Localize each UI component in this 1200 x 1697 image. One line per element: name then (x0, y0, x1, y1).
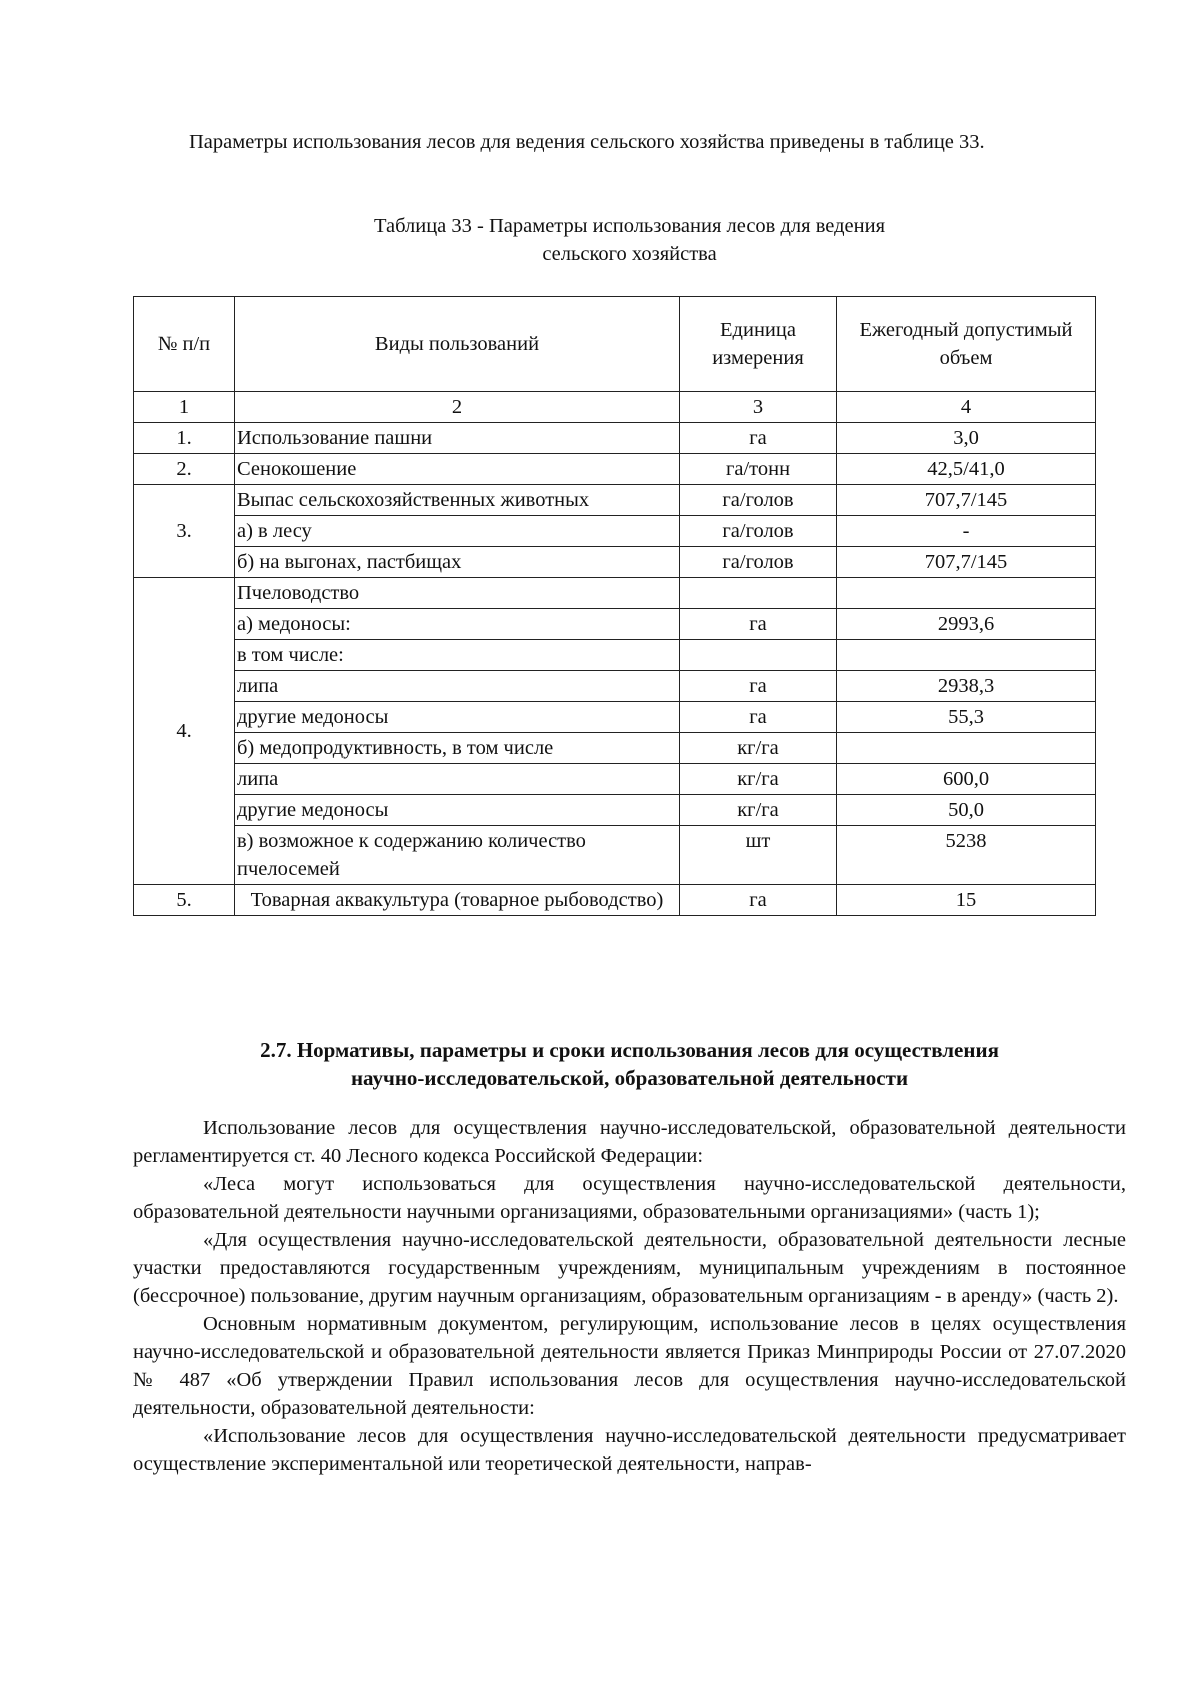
row-num: 1. (134, 423, 235, 454)
row-volume: 2993,6 (837, 609, 1096, 640)
row-type: другие медоносы (235, 795, 680, 826)
row-unit (680, 578, 837, 609)
body-paragraph: «Леса могут использоваться для осуществления научно-исследовательской деятельности, образовательной деятельности научными организациями, образовательными организациями» (часть 1); (133, 1173, 1126, 1223)
row-volume: 50,0 (837, 795, 1096, 826)
row-type: в) возможное к содержанию количество пчелосемей (235, 826, 680, 885)
row-type: Сенокошение (235, 454, 680, 485)
row-type: Пчеловодство (235, 578, 680, 609)
column-number: 4 (837, 392, 1096, 423)
row-volume: 707,7/145 (837, 485, 1096, 516)
table-row (134, 702, 1096, 733)
row-unit: га (680, 671, 837, 702)
header-volume: Ежегодный допустимый объем (837, 297, 1096, 392)
row-num: 2. (134, 454, 235, 485)
column-number-row (134, 392, 1096, 423)
table-row (134, 795, 1096, 826)
row-type: а) в лесу (235, 516, 680, 547)
table-row (134, 885, 1096, 916)
row-volume: 3,0 (837, 423, 1096, 454)
row-volume (837, 640, 1096, 671)
row-type: липа (235, 764, 680, 795)
row-volume: - (837, 516, 1096, 547)
section-heading (133, 1036, 1126, 1092)
column-number: 1 (134, 392, 235, 423)
row-type: б) медопродуктивность, в том числе (235, 733, 680, 764)
row-type: липа (235, 671, 680, 702)
row-unit: га (680, 702, 837, 733)
table-row (134, 671, 1096, 702)
column-number: 3 (680, 392, 837, 423)
section-heading-line-2: научно-исследовательской, образовательной деятельности (350, 1066, 909, 1090)
header-unit: Единица измерения (680, 297, 837, 392)
row-unit (680, 640, 837, 671)
row-unit: кг/га (680, 764, 837, 795)
row-unit: кг/га (680, 733, 837, 764)
header-num: № п/п (134, 297, 235, 392)
row-num: 4. (134, 578, 235, 885)
table-row (134, 826, 1096, 885)
section-body (133, 1114, 1126, 1478)
row-volume: 2938,3 (837, 671, 1096, 702)
table-caption-line-1: Таблица 33 - Параметры использования лесов для ведения (373, 215, 885, 237)
row-volume (837, 733, 1096, 764)
row-volume: 707,7/145 (837, 547, 1096, 578)
column-number: 2 (235, 392, 680, 423)
row-unit: га/голов (680, 516, 837, 547)
section-heading-line-1: 2.7. Нормативы, параметры и сроки использования лесов для осуществления (260, 1038, 999, 1062)
row-type: б) на выгонах, пастбищах (235, 547, 680, 578)
row-unit: га/тонн (680, 454, 837, 485)
table-row (134, 516, 1096, 547)
row-volume: 600,0 (837, 764, 1096, 795)
header-type: Виды пользований (235, 297, 680, 392)
table-row (134, 640, 1096, 671)
row-unit: га (680, 423, 837, 454)
table-row (134, 547, 1096, 578)
row-num: 3. (134, 485, 235, 578)
row-unit: кг/га (680, 795, 837, 826)
table-header-row (134, 297, 1096, 392)
table-row (134, 423, 1096, 454)
row-type: другие медоносы (235, 702, 680, 733)
row-volume: 5238 (837, 826, 1096, 885)
row-type: Товарная аквакультура (товарное рыбоводство) (235, 885, 680, 916)
table-row (134, 609, 1096, 640)
table-caption-line-2: сельского хозяйства (542, 243, 717, 265)
body-paragraph: Использование лесов для осуществления научно-исследовательской, образовательной деятельности регламентируется ст. 40 Лесного кодекса Российской Федерации: (133, 1117, 1126, 1167)
row-type: а) медоносы: (235, 609, 680, 640)
intro-paragraph: Параметры использования лесов для ведения сельского хозяйства приведены в таблице 33. (189, 131, 985, 153)
body-paragraph: Основным нормативным документом, регулирующим, использование лесов в целях осуществления научно-исследовательской и образовательной деятельности является Приказ Минприроды России от 27.07.2020 № 487 «Об утверждении Правил использования лесов для осуществления научно-исследовательской деятельности, образовательной деятельности: (133, 1313, 1126, 1419)
row-num: 5. (134, 885, 235, 916)
table-row (134, 764, 1096, 795)
row-volume: 15 (837, 885, 1096, 916)
row-volume: 55,3 (837, 702, 1096, 733)
row-type: в том числе: (235, 640, 680, 671)
table-row (134, 454, 1096, 485)
row-type: Выпас сельскохозяйственных животных (235, 485, 680, 516)
parameters-table (133, 296, 1096, 916)
body-paragraph: «Использование лесов для осуществления научно-исследовательской деятельности предусматривает осуществление экспериментальной или теоретической деятельности, направ- (133, 1425, 1126, 1475)
row-type: Использование пашни (235, 423, 680, 454)
row-unit: га/голов (680, 547, 837, 578)
row-volume (837, 578, 1096, 609)
row-unit: га (680, 885, 837, 916)
body-paragraph: «Для осуществления научно-исследовательской деятельности, образовательной деятельности лесные участки предоставляются государственным учреждениям, муниципальным учреждениям в постоянное (бессрочное) пользование, другим научным организациям, образовательным организациям - в аренду» (часть 2). (133, 1229, 1126, 1307)
table-caption (133, 212, 1126, 268)
row-volume: 42,5/41,0 (837, 454, 1096, 485)
row-unit: га (680, 609, 837, 640)
table-row (134, 485, 1096, 516)
table-row (134, 733, 1096, 764)
row-unit: шт (680, 826, 837, 885)
row-unit: га/голов (680, 485, 837, 516)
table-row (134, 578, 1096, 609)
